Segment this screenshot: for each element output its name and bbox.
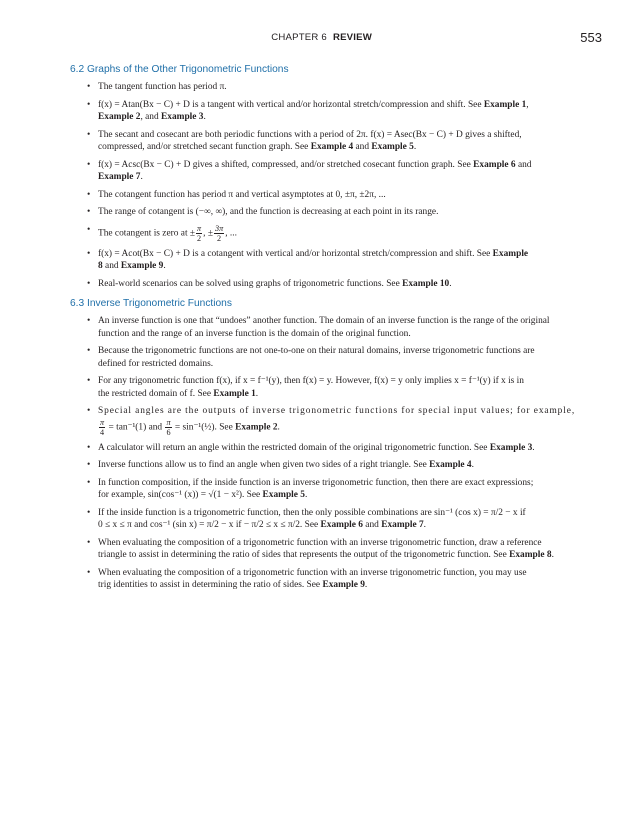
item-text: . <box>140 172 143 182</box>
item-text: . <box>532 442 535 453</box>
example-ref: Example 10 <box>402 278 450 289</box>
example-ref: Example 5 <box>262 490 305 500</box>
list-item <box>70 99 580 124</box>
item-text: The range of cotangent is (−∞, ∞), and the function is decreasing at each point in its range. <box>98 207 439 217</box>
chapter-number: CHAPTER 6 <box>271 32 327 43</box>
item-text: Real-world scenarios can be solved using graphs of trigonometric functions. See <box>98 278 403 289</box>
fraction <box>165 418 171 437</box>
chapter-label <box>271 32 372 43</box>
item-text: The secant and cosecant are both periodic functions with a period of 2π. f(x) = Asec(Bx − C) + D gives a shifted, <box>98 129 522 140</box>
example-ref: Example 3 <box>489 442 533 453</box>
item-continuation: function and the range of an inverse function is the domain of the original function. <box>98 328 411 339</box>
example-ref: Example 8 <box>509 550 552 560</box>
item-text: , <box>526 99 529 110</box>
item-text: If the inside function is a trigonometric function, then the only possible combinations are sin⁻¹ (cos x) = π/2 − x if <box>98 507 526 518</box>
item-text: f(x) = Acsc(Bx − C) + D gives a shifted, compressed, and/or stretched cosecant function graph. See <box>98 159 474 170</box>
item-continuation <box>98 579 580 592</box>
item-text: and <box>353 142 372 152</box>
item-continuation <box>98 141 580 154</box>
example-ref: Example 9 <box>120 261 164 271</box>
item-continuation: defined for restricted domains. <box>98 358 214 369</box>
item-text: . <box>551 550 554 560</box>
item-text: f(x) = Acot(Bx − C) + D is a cotangent with vertical and/or horizontal stretch/compression and shift. See <box>98 248 493 259</box>
item-text: An inverse function is one that “undoes” another function. The domain of an inverse function is the range of the original <box>98 316 550 326</box>
item-text: . <box>364 580 368 590</box>
fraction-denominator: 2 <box>197 233 202 243</box>
list-item <box>70 567 580 592</box>
list-item <box>70 477 580 502</box>
item-text: For any trigonometric function f(x), if x = f⁻¹(y), then f(x) = y. However, f(x) = y only implies x = f⁻¹(y) if x is in <box>98 376 524 386</box>
list-item <box>70 345 580 370</box>
list-item <box>70 405 580 437</box>
item-text: 0 ≤ x ≤ π and cos⁻¹ (sin x) = π/2 − x if − π/2 ≤ x ≤ π/2. See <box>98 520 321 530</box>
item-text: , and <box>140 112 162 122</box>
item-text: . <box>277 422 280 433</box>
example-ref: Example 1 <box>213 388 256 399</box>
example-ref: Example 5 <box>371 142 414 152</box>
item-text: trig identities to assist in determining the ratio of sides. See <box>98 580 323 590</box>
list-item <box>70 459 580 472</box>
example-ref: Example 4 <box>310 142 354 152</box>
item-text: In function composition, if the inside function is an inverse trigonometric function, then there are exact expressions; <box>98 477 534 488</box>
example-ref: Example 6 <box>473 159 516 170</box>
item-text: . <box>413 142 417 152</box>
section-heading-6-3: 6.3 Inverse Trigonometric Functions <box>70 298 232 309</box>
item-continuation <box>98 489 580 502</box>
item-text: and <box>515 159 532 170</box>
item-continuation <box>98 549 580 562</box>
item-text: The tangent function has period π. <box>98 82 227 92</box>
example-ref: Example 2 <box>235 422 278 433</box>
running-head <box>0 30 630 46</box>
item-text: triangle to assist in determining the ratio of sides that represents the output of the trigonometric function. See <box>98 550 510 560</box>
list-item <box>70 442 580 455</box>
page-content <box>70 64 580 597</box>
list-item <box>70 315 580 340</box>
list-item <box>70 189 580 202</box>
item-text: The cotangent function has period π and vertical asymptotes at 0, ±π, ±2π, ... <box>98 189 386 200</box>
fraction-numerator: 3π <box>215 223 224 233</box>
section-6-3-list <box>70 315 580 592</box>
list-item <box>70 507 580 532</box>
item-text: = sin⁻¹(½). See <box>172 422 236 433</box>
list-item <box>70 278 580 291</box>
fraction-denominator: 6 <box>166 427 171 437</box>
fraction-numerator: π <box>100 417 105 427</box>
item-text: and <box>102 261 121 271</box>
section-6-2-list <box>70 81 580 290</box>
item-text: . <box>449 278 452 289</box>
item-continuation <box>98 111 580 124</box>
item-continuation <box>98 519 580 532</box>
item-text: and <box>362 520 382 530</box>
list-item <box>70 159 580 184</box>
list-item <box>70 206 580 219</box>
example-ref: Example 2 <box>98 112 141 122</box>
fraction <box>196 224 202 243</box>
item-text: f(x) = Atan(Bx − C) + D is a tangent with vertical and/or horizontal stretch/compression and shift. See <box>98 99 484 110</box>
item-text: A calculator will return an angle within the restricted domain of the original trigonometric function. See <box>98 442 490 453</box>
item-text: , ... <box>225 228 237 239</box>
fraction-denominator: 2 <box>217 233 222 243</box>
fraction-denominator: 4 <box>100 427 105 437</box>
chapter-section-title: REVIEW <box>332 32 372 43</box>
fraction-numerator: π <box>166 417 171 427</box>
list-item <box>70 537 580 562</box>
fraction <box>214 224 224 243</box>
list-item <box>70 375 580 400</box>
item-text: Special angles are the outputs of inverse trigonometric functions for special input values; for example, <box>98 406 576 416</box>
item-text: . <box>471 460 474 470</box>
example-ref: Example <box>492 248 529 259</box>
item-text: = tan⁻¹(1) and <box>106 422 165 433</box>
item-text: The cotangent is zero at ± <box>98 228 196 239</box>
item-text: for example, sin(cos⁻¹ (x)) = √(1 − x²). See <box>98 490 263 500</box>
item-text: . <box>255 388 259 399</box>
page-number: 553 <box>580 30 602 45</box>
section-heading-6-2: 6.2 Graphs of the Other Trigonometric Functions <box>70 64 289 75</box>
fraction <box>99 418 105 437</box>
item-text: . <box>163 261 166 271</box>
item-text: Because the trigonometric functions are not one-to-one on their natural domains, inverse trigonometric functions are <box>98 346 535 356</box>
list-item <box>70 224 580 243</box>
list-item <box>70 248 580 273</box>
item-text: When evaluating the composition of a trigonometric function with an inverse trigonometric function, draw a reference <box>98 537 542 548</box>
list-item <box>70 81 580 94</box>
item-continuation <box>98 418 580 437</box>
item-text: the restricted domain of f. See <box>98 388 214 399</box>
item-text: , ± <box>203 228 213 239</box>
item-continuation <box>98 388 580 401</box>
example-ref: Example 7 <box>98 172 141 182</box>
item-text: Inverse functions allow us to find an angle when given two sides of a right triangle. See <box>98 460 430 470</box>
item-text: When evaluating the composition of a trigonometric function with an inverse trigonometric function, you may use <box>98 567 527 578</box>
example-ref: Example 4 <box>429 460 472 470</box>
fraction-numerator: π <box>197 223 202 233</box>
example-ref: Example 6 <box>320 520 363 530</box>
item-text: . <box>203 112 206 122</box>
item-continuation <box>98 171 580 184</box>
item-text: . <box>304 490 308 500</box>
item-text: . <box>423 520 426 530</box>
example-ref: Example 7 <box>381 520 424 530</box>
example-ref: Example 1 <box>483 99 527 110</box>
item-text: compressed, and/or stretched secant function graph. See <box>98 142 311 152</box>
example-ref: Example 3 <box>161 112 204 122</box>
example-ref: 8 <box>98 261 103 271</box>
list-item <box>70 129 580 154</box>
item-continuation <box>98 260 580 273</box>
example-ref: Example 9 <box>322 580 365 590</box>
